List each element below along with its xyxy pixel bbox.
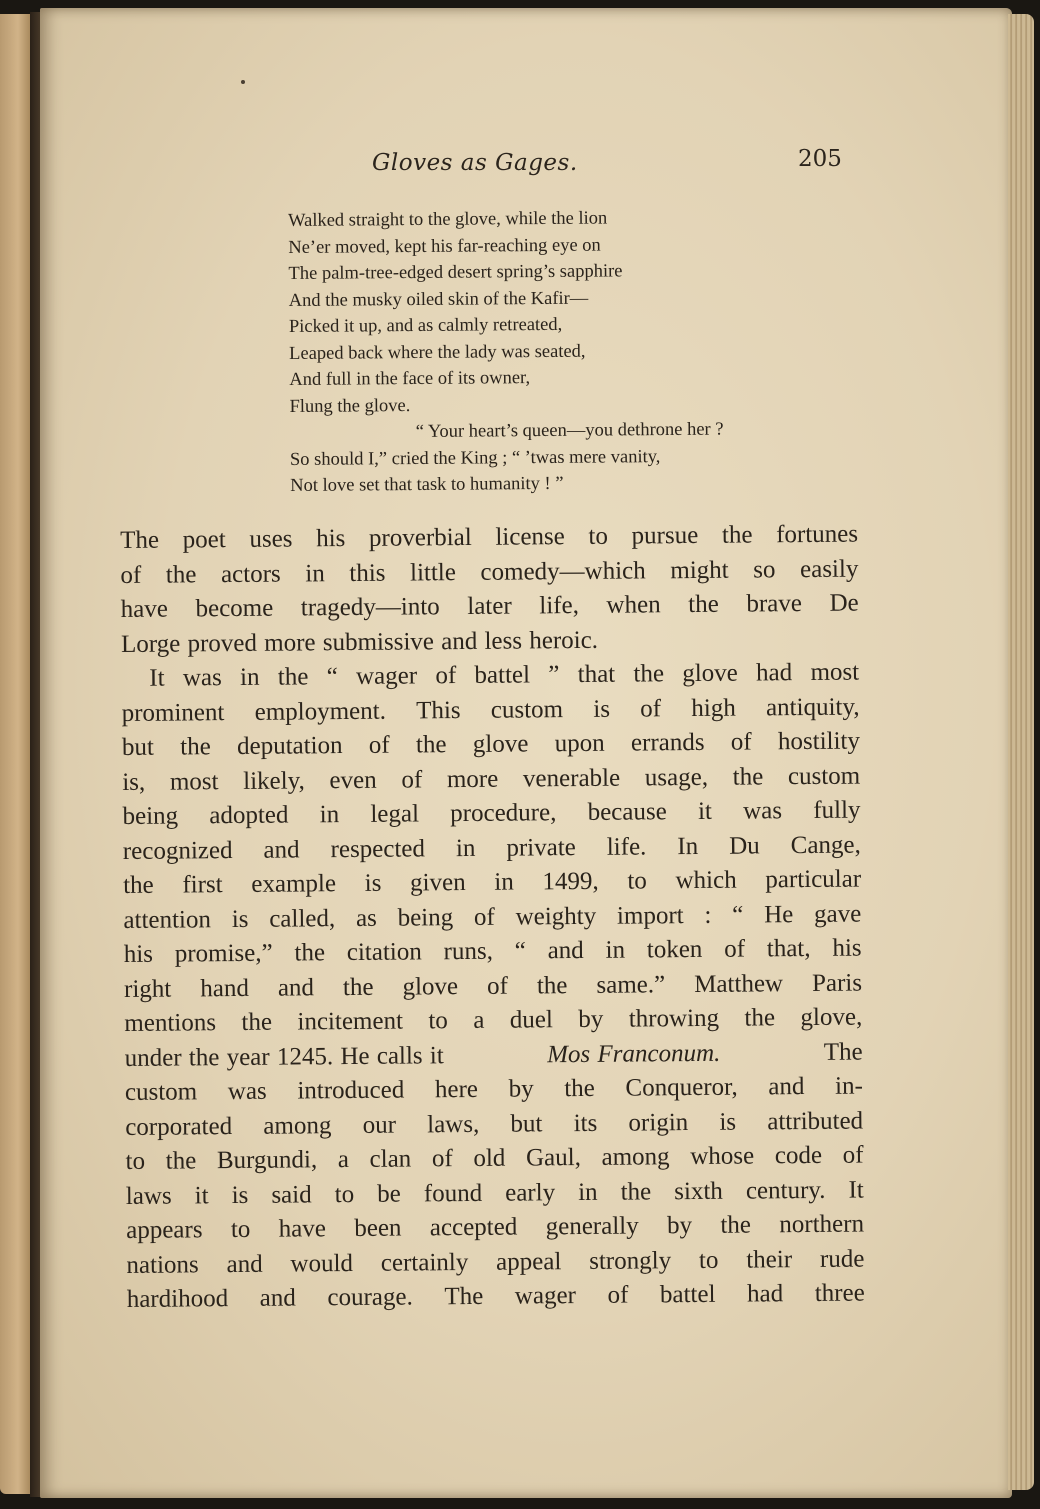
word: of (486, 972, 509, 1000)
word: glove (682, 659, 738, 688)
word: introduced (297, 1076, 405, 1105)
word: actors (220, 560, 281, 588)
word: this (349, 559, 386, 587)
word: He (764, 900, 794, 928)
word: the (732, 762, 764, 791)
word: been (354, 1214, 402, 1242)
word: weighty (515, 902, 597, 931)
word: in (494, 868, 514, 896)
word: it (697, 797, 713, 825)
word: even (329, 766, 377, 794)
text-segment: under the year 1245. He calls it (124, 1041, 444, 1072)
word: is (231, 1181, 249, 1209)
word: the (720, 1211, 752, 1239)
word: his (832, 934, 862, 962)
word: origin (628, 1108, 689, 1137)
word: prominent (121, 698, 225, 727)
word: laws (125, 1182, 172, 1210)
word: Cange, (790, 831, 861, 859)
word: and (263, 835, 300, 864)
word: given (409, 868, 466, 897)
word: here (434, 1075, 479, 1104)
word: : (704, 901, 712, 929)
word: when (606, 591, 661, 619)
word: particular (765, 865, 862, 894)
word: likely, (243, 766, 305, 795)
word: the (688, 590, 719, 619)
word: in (605, 936, 626, 964)
word: its (573, 1109, 598, 1137)
word: legal (370, 800, 420, 828)
word: duel (509, 1006, 554, 1034)
word: “ (732, 901, 744, 929)
word: the (342, 973, 374, 1001)
word: whose (690, 1142, 755, 1171)
word: sixth (674, 1177, 723, 1205)
word: battel (659, 1280, 716, 1309)
word: token (646, 935, 703, 964)
text-line (126, 1173, 864, 1214)
word: said (271, 1180, 312, 1209)
word: and (768, 1073, 805, 1101)
word: the (241, 1008, 273, 1036)
word: high (691, 694, 736, 722)
word: glove, (800, 1003, 863, 1032)
word: private (506, 833, 576, 862)
word: their (746, 1245, 793, 1274)
word: wager (514, 1282, 577, 1310)
word: century. (745, 1176, 826, 1205)
word: of (842, 1141, 864, 1169)
word: appeal (495, 1247, 562, 1276)
word: of (431, 1145, 453, 1173)
word: Paris (811, 969, 863, 997)
word: comedy—which (480, 556, 646, 586)
word: It (149, 664, 165, 692)
word: of (473, 903, 495, 931)
word: custom (490, 695, 564, 724)
word: the (277, 663, 309, 691)
word: custom (124, 1078, 198, 1106)
word: to (230, 1215, 251, 1244)
word: early (505, 1178, 556, 1207)
word: life. (606, 832, 647, 861)
word: in (455, 834, 476, 862)
text-line (123, 828, 861, 869)
word: adopted (209, 801, 289, 830)
word: had (756, 659, 793, 687)
word: fortunes (776, 520, 859, 549)
poem-line: The palm-tree-edged desert spring’s sapphire (288, 261, 623, 284)
poem-line: Leaped back where the lady was seated, (289, 341, 586, 364)
word: was (227, 1077, 267, 1106)
word: a (473, 1006, 485, 1034)
word: ” (548, 661, 560, 689)
word: nations (126, 1250, 199, 1279)
word: by (578, 1005, 604, 1034)
word: be (377, 1180, 401, 1208)
word: the (620, 1177, 652, 1206)
word: throwing (628, 1004, 720, 1033)
word: later (467, 592, 512, 620)
word: life, (539, 591, 580, 620)
word: procedure, (450, 799, 557, 828)
text-line (127, 1277, 865, 1318)
word: in (305, 559, 325, 587)
poem-line: Ne’er moved, kept his far-reaching eye on (288, 235, 601, 258)
word: Matthew (694, 969, 784, 998)
word: in- (834, 1072, 863, 1100)
word: and (277, 973, 315, 1002)
word: to (125, 1147, 146, 1175)
word: and (547, 936, 584, 965)
word: the (721, 521, 753, 549)
word: strongly (589, 1246, 672, 1275)
word: had (746, 1280, 784, 1308)
word: first (182, 871, 223, 899)
word: which (675, 866, 737, 895)
word: In (677, 832, 699, 860)
word: of (120, 561, 142, 589)
word: promise,” (174, 939, 273, 968)
word: the (165, 1147, 197, 1175)
word: appears (126, 1216, 203, 1244)
word: found (423, 1179, 483, 1207)
word: the (165, 560, 197, 589)
word: to (588, 522, 609, 550)
word: the (294, 939, 326, 967)
word: “ (514, 937, 526, 965)
word: recognized (122, 836, 233, 865)
word: Conqueror, (625, 1073, 738, 1102)
word: 1499, (542, 867, 599, 896)
word: little (409, 558, 457, 586)
word: upon (554, 729, 605, 758)
word: of (435, 662, 457, 690)
word: “ (326, 663, 338, 691)
word: to (627, 867, 647, 895)
previous-page-edge (0, 14, 30, 1494)
word: to (698, 1246, 719, 1274)
word: and (259, 1284, 296, 1312)
word: attributed (767, 1107, 864, 1135)
word: hardihood (126, 1285, 229, 1313)
text-line (124, 1001, 862, 1042)
word: glove (402, 972, 459, 1001)
text-line: Lorge proved more submissive and less heroic. (120, 626, 599, 658)
word: Burgundi, (216, 1146, 318, 1175)
word: most (810, 658, 860, 686)
word: the (123, 871, 154, 899)
word: to (428, 1007, 448, 1035)
word: import (616, 901, 684, 930)
word: poet (182, 526, 226, 554)
word: De (829, 589, 859, 617)
word: runs, (443, 937, 494, 966)
word: in (319, 801, 340, 829)
word: of (724, 935, 746, 963)
word: among (263, 1111, 332, 1140)
word: was (743, 797, 783, 825)
poem-line: Picked it up, and as calmly retreated, (288, 314, 563, 337)
word: usage, (644, 763, 709, 791)
poem-line: Walked straight to the glove, while the lion (288, 208, 608, 231)
poem-line: So should I,” cried the King ; “ ’twas mere vanity, (289, 446, 661, 470)
word: the (180, 733, 211, 761)
word: license (495, 523, 565, 551)
word: northern (779, 1210, 865, 1239)
word: his (123, 940, 154, 968)
word: have (120, 595, 169, 623)
word: example (251, 870, 337, 898)
word: same.” (596, 970, 666, 999)
word: Gaul, (525, 1144, 582, 1172)
word: hand (200, 974, 249, 1002)
word: more (446, 765, 499, 793)
word: is (593, 695, 611, 723)
word: proverbial (368, 523, 472, 552)
word: mentions (124, 1009, 217, 1037)
word: courage. (327, 1283, 413, 1312)
word: but (121, 733, 155, 761)
word: three (814, 1279, 865, 1307)
italic-latin-phrase: Mos Franconum. (547, 1039, 721, 1068)
word: by (508, 1075, 534, 1103)
word: become (195, 594, 274, 623)
word: accepted (429, 1213, 518, 1242)
word: It (848, 1176, 864, 1204)
word: is, (122, 768, 146, 796)
word: might (670, 556, 729, 584)
word: and (226, 1250, 263, 1278)
word: pursue (631, 521, 699, 550)
word: the (564, 1074, 595, 1103)
word: is (364, 869, 382, 897)
word: errands (630, 728, 705, 757)
word: that (577, 660, 616, 689)
word: is (719, 1108, 737, 1136)
poem-line: Not love set that task to humanity ! ” (290, 473, 564, 496)
word: have (278, 1215, 327, 1243)
word: corporated (125, 1112, 233, 1141)
word: his (316, 525, 346, 553)
word: is (231, 905, 249, 933)
word: brave (746, 590, 803, 618)
word: of (730, 728, 752, 756)
word: called, (269, 904, 336, 933)
word: a (337, 1146, 350, 1174)
poem-line: And the musky oiled skin of the Kafir— (288, 288, 589, 311)
word: of (401, 765, 423, 794)
word: would (290, 1249, 354, 1278)
text-line (121, 587, 859, 628)
word: of (640, 694, 662, 722)
word: citation (346, 938, 422, 967)
word: This (416, 696, 461, 724)
word: tragedy—into (300, 593, 440, 622)
word: generally (545, 1212, 639, 1241)
text-segment: The (823, 1038, 863, 1066)
word: custom (787, 762, 861, 790)
page-number: 205 (798, 146, 842, 172)
word: attention (123, 905, 212, 934)
word: it (194, 1181, 209, 1209)
paper-speck (241, 80, 245, 84)
word: venerable (522, 764, 621, 792)
word: fully (813, 796, 861, 824)
word: The (120, 526, 160, 554)
word: that, (766, 934, 811, 963)
word: so (753, 555, 776, 583)
word: respected (330, 834, 426, 863)
word: the (744, 1004, 776, 1032)
word: certainly (380, 1248, 469, 1277)
word: most (169, 767, 219, 796)
word: by (666, 1212, 693, 1240)
word: was (182, 664, 222, 692)
body-text (120, 518, 865, 1318)
word: rude (819, 1245, 865, 1273)
word: clan (369, 1145, 412, 1173)
poem-line: Flung the glove. (289, 395, 411, 417)
text-line (120, 518, 858, 559)
word: The (444, 1282, 484, 1311)
word: right (123, 975, 172, 1003)
running-title: Gloves as Gages. (372, 150, 578, 176)
word: old (473, 1144, 506, 1172)
word: as (355, 904, 377, 932)
word: of (607, 1281, 629, 1309)
word: incitement (297, 1007, 404, 1036)
word: being (122, 802, 179, 830)
poem-quotation (288, 205, 724, 500)
word: the (633, 660, 665, 688)
word: deputation (236, 732, 343, 760)
word: being (397, 903, 454, 932)
poem-line: “ Your heart’s queen—you dethrone her ? (415, 419, 724, 443)
word: but (510, 1109, 543, 1138)
word: gave (813, 900, 862, 928)
word: code (774, 1141, 823, 1170)
word: among (601, 1143, 670, 1171)
page-stack-edge (1008, 14, 1034, 1490)
word: employment. (254, 697, 387, 726)
poem-line: And full in the face of its owner, (289, 368, 531, 390)
word: glove (472, 730, 529, 758)
word: in (239, 663, 260, 691)
word: easily (799, 555, 859, 583)
word: hostility (777, 727, 861, 756)
word: to (334, 1180, 355, 1208)
word: because (587, 798, 667, 826)
word: the (536, 971, 568, 999)
word: battel (474, 661, 531, 689)
word: of (368, 731, 390, 759)
word: antiquity, (765, 693, 860, 721)
word: our (362, 1111, 397, 1139)
word: wager (355, 662, 418, 690)
word: Du (729, 831, 760, 860)
word: laws, (427, 1110, 480, 1138)
word: in (578, 1178, 598, 1206)
word: uses (249, 525, 293, 553)
word: the (415, 731, 447, 759)
